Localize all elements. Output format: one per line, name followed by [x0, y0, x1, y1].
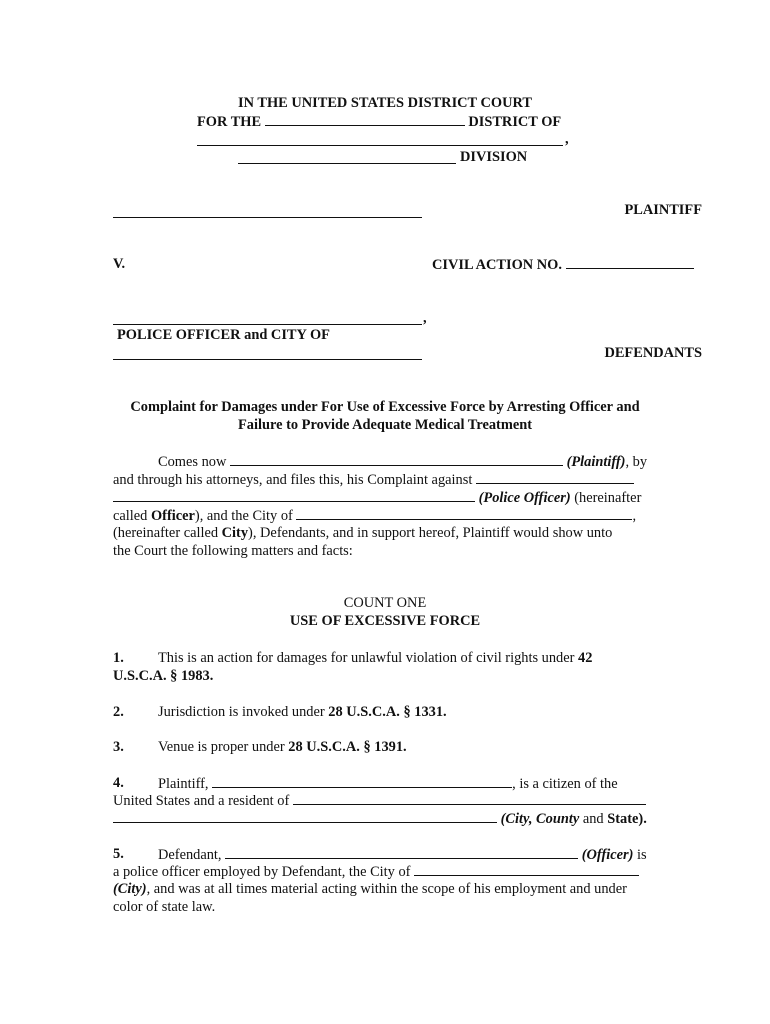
intro-line3 [113, 488, 641, 507]
division-label: DIVISION [460, 149, 528, 165]
complaint-against-text: and through his attorneys, and files this, his Complaint against [113, 472, 473, 488]
complaint-title-line1: Complaint for Damages under For Use of Excessive Force by Arresting Officer and [130, 399, 640, 415]
district-comma: , [565, 131, 569, 147]
residence-field[interactable] [293, 791, 646, 805]
paragraph-2-text: Jurisdiction is invoked under [158, 704, 325, 720]
district-prefix: FOR THE [197, 114, 262, 130]
civil-action-line [432, 255, 694, 274]
plaintiff-citizen-field[interactable] [212, 774, 512, 788]
defendants-label: DEFENDANTS [604, 345, 702, 361]
plaintiff-label: PLAINTIFF [624, 202, 702, 218]
city-name-blank[interactable] [113, 359, 422, 360]
city-word: City [221, 525, 249, 541]
intro-line6: the Court the following matters and facts: [113, 543, 353, 559]
paragraph-5-number: 5. [113, 846, 124, 862]
against-name-field[interactable] [476, 470, 634, 484]
police-officer-name-field[interactable] [113, 488, 475, 502]
paragraph-1-cite-b: U.S.C.A. § 1983. [113, 668, 214, 684]
paragraph-1-line1 [158, 649, 592, 667]
city-name-field[interactable] [296, 506, 632, 520]
paragraph-3-line [158, 738, 407, 756]
division-blank[interactable] [238, 163, 456, 164]
paragraph-3-number: 3. [113, 739, 124, 755]
district-line [197, 112, 561, 131]
paragraph-1-cite-a: 42 [578, 650, 593, 666]
city-county-tag: (City, County [500, 811, 580, 827]
residence-field-continued[interactable] [113, 809, 497, 823]
plaintiff-name-field[interactable] [230, 452, 563, 466]
employer-city-field[interactable] [414, 862, 639, 876]
court-name-line: IN THE UNITED STATES DISTRICT COURT [238, 95, 532, 111]
officer-name-blank[interactable] [113, 324, 422, 325]
paragraph-5-line3 [113, 880, 627, 898]
and-city-text: ), and the City of [194, 508, 293, 524]
district-suffix: DISTRICT OF [468, 114, 562, 130]
city-comma: , [632, 508, 637, 524]
hereinafter-text: (hereinafter [574, 490, 642, 506]
paragraph-5-line4: color of state law. [113, 899, 216, 915]
paragraph-4-line3 [113, 809, 647, 828]
officer-word: Officer [150, 508, 195, 524]
civil-action-label: CIVIL ACTION NO. [432, 257, 562, 273]
paragraph-5-scope-text: , and was at all times material acting within the scope of his employment and under [146, 881, 627, 897]
paragraph-2-line [158, 703, 447, 721]
paragraph-1-text: This is an action for damages for unlawful violation of civil rights under [158, 650, 575, 666]
paragraph-4-text: Plaintiff, [158, 776, 209, 792]
versus-label: V. [113, 256, 126, 272]
intro-line5 [113, 524, 612, 542]
intro-line1 [158, 452, 647, 471]
paragraph-3-cite: 28 U.S.C.A. § 1391. [288, 739, 407, 755]
plaintiff-tag: (Plaintiff) [566, 454, 626, 470]
by-text: , by [625, 454, 648, 470]
intro-line2 [113, 470, 634, 489]
defendants-support-text: ), Defendants, and in support hereof, Plaintiff would show unto [248, 525, 613, 541]
comes-now-text: Comes now [158, 454, 227, 470]
paragraph-1-number: 1. [113, 650, 124, 666]
defendant-officer-field[interactable] [225, 845, 578, 859]
hereinafter-called-text: (hereinafter called [113, 525, 222, 541]
paragraph-4-resident-text: United States and a resident of [113, 793, 290, 809]
district-state-blank[interactable] [197, 145, 563, 146]
district-blank[interactable] [265, 112, 465, 126]
paragraph-2-number: 2. [113, 704, 124, 720]
count-heading: COUNT ONE [343, 595, 427, 611]
paragraph-4-line2 [113, 791, 646, 810]
paragraph-2-cite: 28 U.S.C.A. § 1331. [328, 704, 447, 720]
police-officer-tag: (Police Officer) [478, 490, 571, 506]
civil-action-number-blank[interactable] [566, 255, 694, 269]
paragraph-4-after: , is a citizen of the [512, 776, 618, 792]
complaint-title-line2: Failure to Provide Adequate Medical Treatment [237, 417, 533, 433]
count-subheading: USE OF EXCESSIVE FORCE [289, 613, 481, 629]
intro-line4 [113, 506, 636, 525]
paragraph-4-and: and [582, 811, 604, 827]
paragraph-5-line2 [113, 862, 639, 881]
called-text: called [113, 508, 148, 524]
state-tag: State). [607, 811, 647, 827]
officer-tag: (Officer) [581, 847, 634, 863]
defendant-name: POLICE OFFICER and CITY OF [117, 327, 330, 343]
paragraph-5-employed-text: a police officer employed by Defendant, the City of [113, 864, 411, 880]
paragraph-3-text: Venue is proper under [158, 739, 285, 755]
officer-name-comma: , [423, 310, 427, 326]
plaintiff-name-blank[interactable] [113, 217, 422, 218]
paragraph-5-is: is [637, 847, 647, 863]
city-tag: (City) [113, 881, 147, 897]
paragraph-4-number: 4. [113, 775, 124, 791]
paragraph-5-text: Defendant, [158, 847, 222, 863]
